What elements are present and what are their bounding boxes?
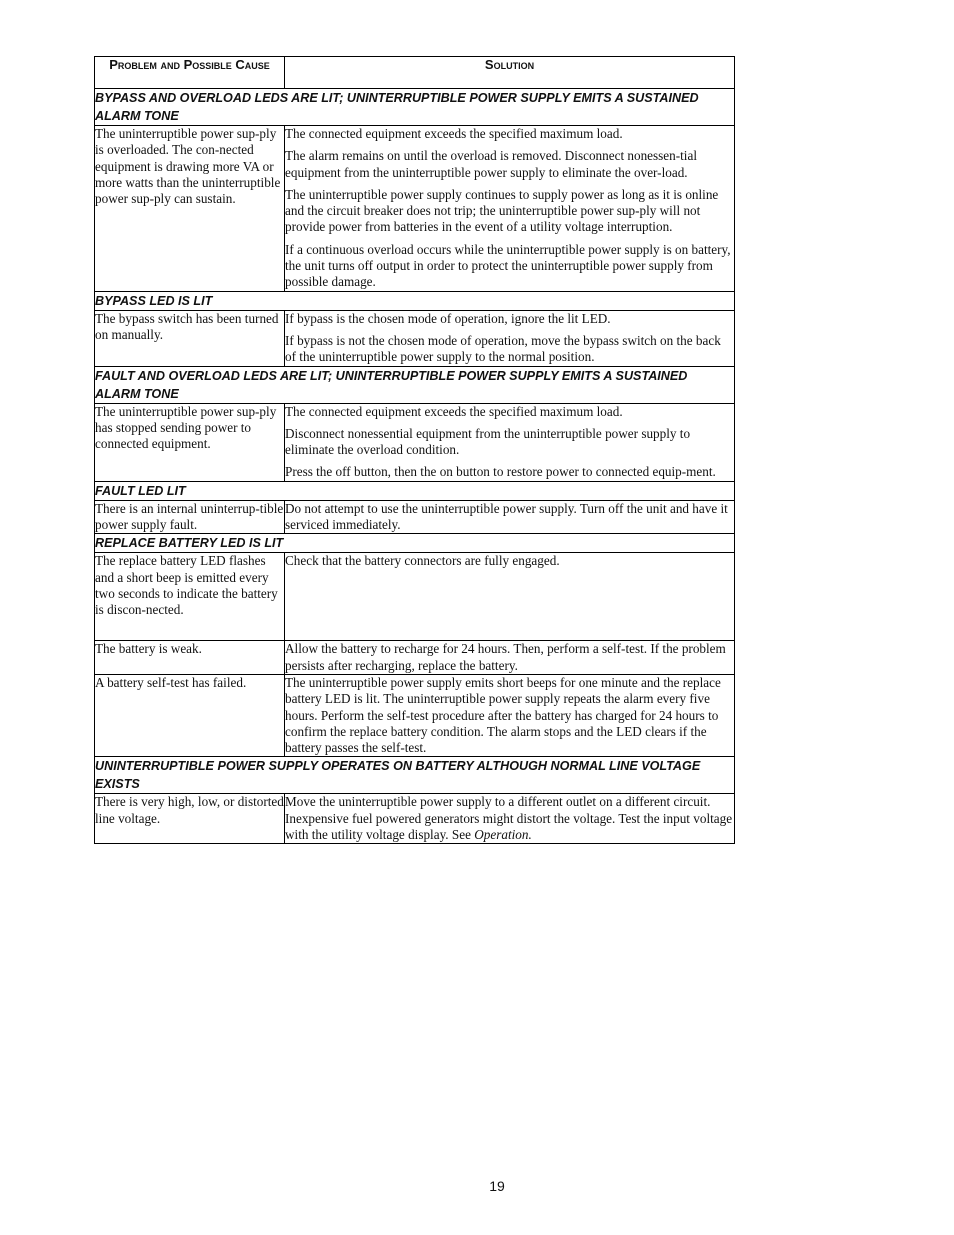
cause-cell: There is very high, low, or distorted line voltage. [95,794,285,844]
section-row [95,757,735,794]
cause-cell: There is an internal uninterrup-tible power supply fault. [95,500,284,533]
section-row [95,291,735,310]
solution-cell [285,674,735,756]
header-problem-cause: Problem and Possible Cause [95,57,285,89]
solution-paragraph: If bypass is not the chosen mode of operation, move the bypass switch on the back of the uninterruptible power supply to the normal position. [285,332,721,365]
solution-paragraph: The connected equipment exceeds the specified maximum load. [285,126,623,141]
section-row [95,481,735,500]
solution-paragraph: The alarm remains on until the overload is removed. Disconnect nonessen-tial equipment from the uninterruptible power supply to eliminate the over-load. [285,148,697,180]
section-row [95,89,735,126]
section-title: FAULT AND OVERLOAD LEDS ARE LIT; UNINTERRUPTIBLE POWER SUPPLY EMITS A SUSTAINED ALARM TONE [95,366,735,403]
solution-cell [285,553,735,641]
cause-cell: A battery self-test has failed. [95,674,285,756]
solution-paragraph: Disconnect nonessential equipment from the uninterruptible power supply to eliminate the overload condition. [285,425,691,458]
solution-cell [285,641,735,675]
solution-paragraph: Do not attempt to use the uninterruptible power supply. Turn off the unit and have it serviced immediately. [285,500,728,533]
table-row [95,794,735,844]
solution-cell [285,403,735,481]
solution-paragraph: The uninterruptible power supply emits short beeps for one minute and the replace battery LED is lit. The uninterruptible power supply repeats the alarm every five hours. Perform the self-test procedure after the battery has charged for 24 hours to confirm the replace battery condition. The alarm stops and the LED clears if the battery passes the self-test. [285,674,721,756]
cause-cell: The replace battery LED flashes and a short beep is emitted every two seconds to indicate the battery is discon-nected. [95,553,285,641]
operation-reference: Operation. [474,827,532,843]
table-row [95,674,735,756]
section-title: BYPASS LED IS LIT [95,291,735,310]
header-solution: Solution [285,57,735,89]
cause-cell: The uninterruptible power sup-ply is overloaded. The con-nected equipment is drawing more VA or more watts than the uninterruptible power sup-ply can sustain. [95,126,285,292]
solution-paragraph: Check that the battery connectors are fully engaged. [285,553,560,569]
cause-cell: The bypass switch has been turned on manually. [95,310,285,366]
section-title: UNINTERRUPTIBLE POWER SUPPLY OPERATES ON BATTERY ALTHOUGH NORMAL LINE VOLTAGE EXISTS [95,757,735,794]
solution-paragraph: Allow the battery to recharge for 24 hours. Then, perform a self-test. If the problem persists after recharging, replace the battery. [285,641,726,673]
table-row [95,403,735,481]
table-row [95,310,735,366]
section-title: BYPASS AND OVERLOAD LEDS ARE LIT; UNINTERRUPTIBLE POWER SUPPLY EMITS A SUSTAINED ALARM TONE [95,89,735,126]
table-row [95,500,735,534]
solution-paragraph: If a continuous overload occurs while the uninterruptible power supply is on battery, the unit turns off output in order to protect the uninterruptible power supply from possible damage. [285,241,731,290]
solution-paragraph: The connected equipment exceeds the specified maximum load. [285,403,623,419]
section-title: REPLACE BATTERY LED IS LIT [95,534,735,553]
table-row [95,553,735,641]
cause-cell: The battery is weak. [95,641,285,675]
solution-cell [285,310,735,366]
table-row [95,641,735,675]
cause-cell: The uninterruptible power sup-ply has stopped sending power to connected equipment. [95,403,285,481]
page-number: 19 [489,1178,505,1194]
section-title: FAULT LED LIT [95,481,735,500]
solution-paragraph: If bypass is the chosen mode of operation, ignore the lit LED. [285,310,611,326]
section-row [95,534,735,553]
solution-cell [285,126,735,292]
table-header-row [95,57,735,89]
solution-paragraph: Press the off button, then the on button to restore power to connected equip-ment. [285,464,716,480]
section-row [95,366,735,403]
solution-cell [285,500,735,534]
solution-paragraph: The uninterruptible power supply continues to supply power as long as it is online and the circuit breaker does not trip; the uninterruptible power sup-ply will not provide power from batteries in the event of a utility voltage interruption. [285,186,719,235]
solution-text: Move the uninterruptible power supply to a different outlet on a different circuit. Inexpensive fuel powered generators might distort the voltage. Test the input voltage with the utility voltage display. See [285,794,733,843]
table-row [95,126,735,292]
solution-cell [285,794,735,844]
solution-paragraph [285,794,734,843]
troubleshooting-table [94,56,735,844]
